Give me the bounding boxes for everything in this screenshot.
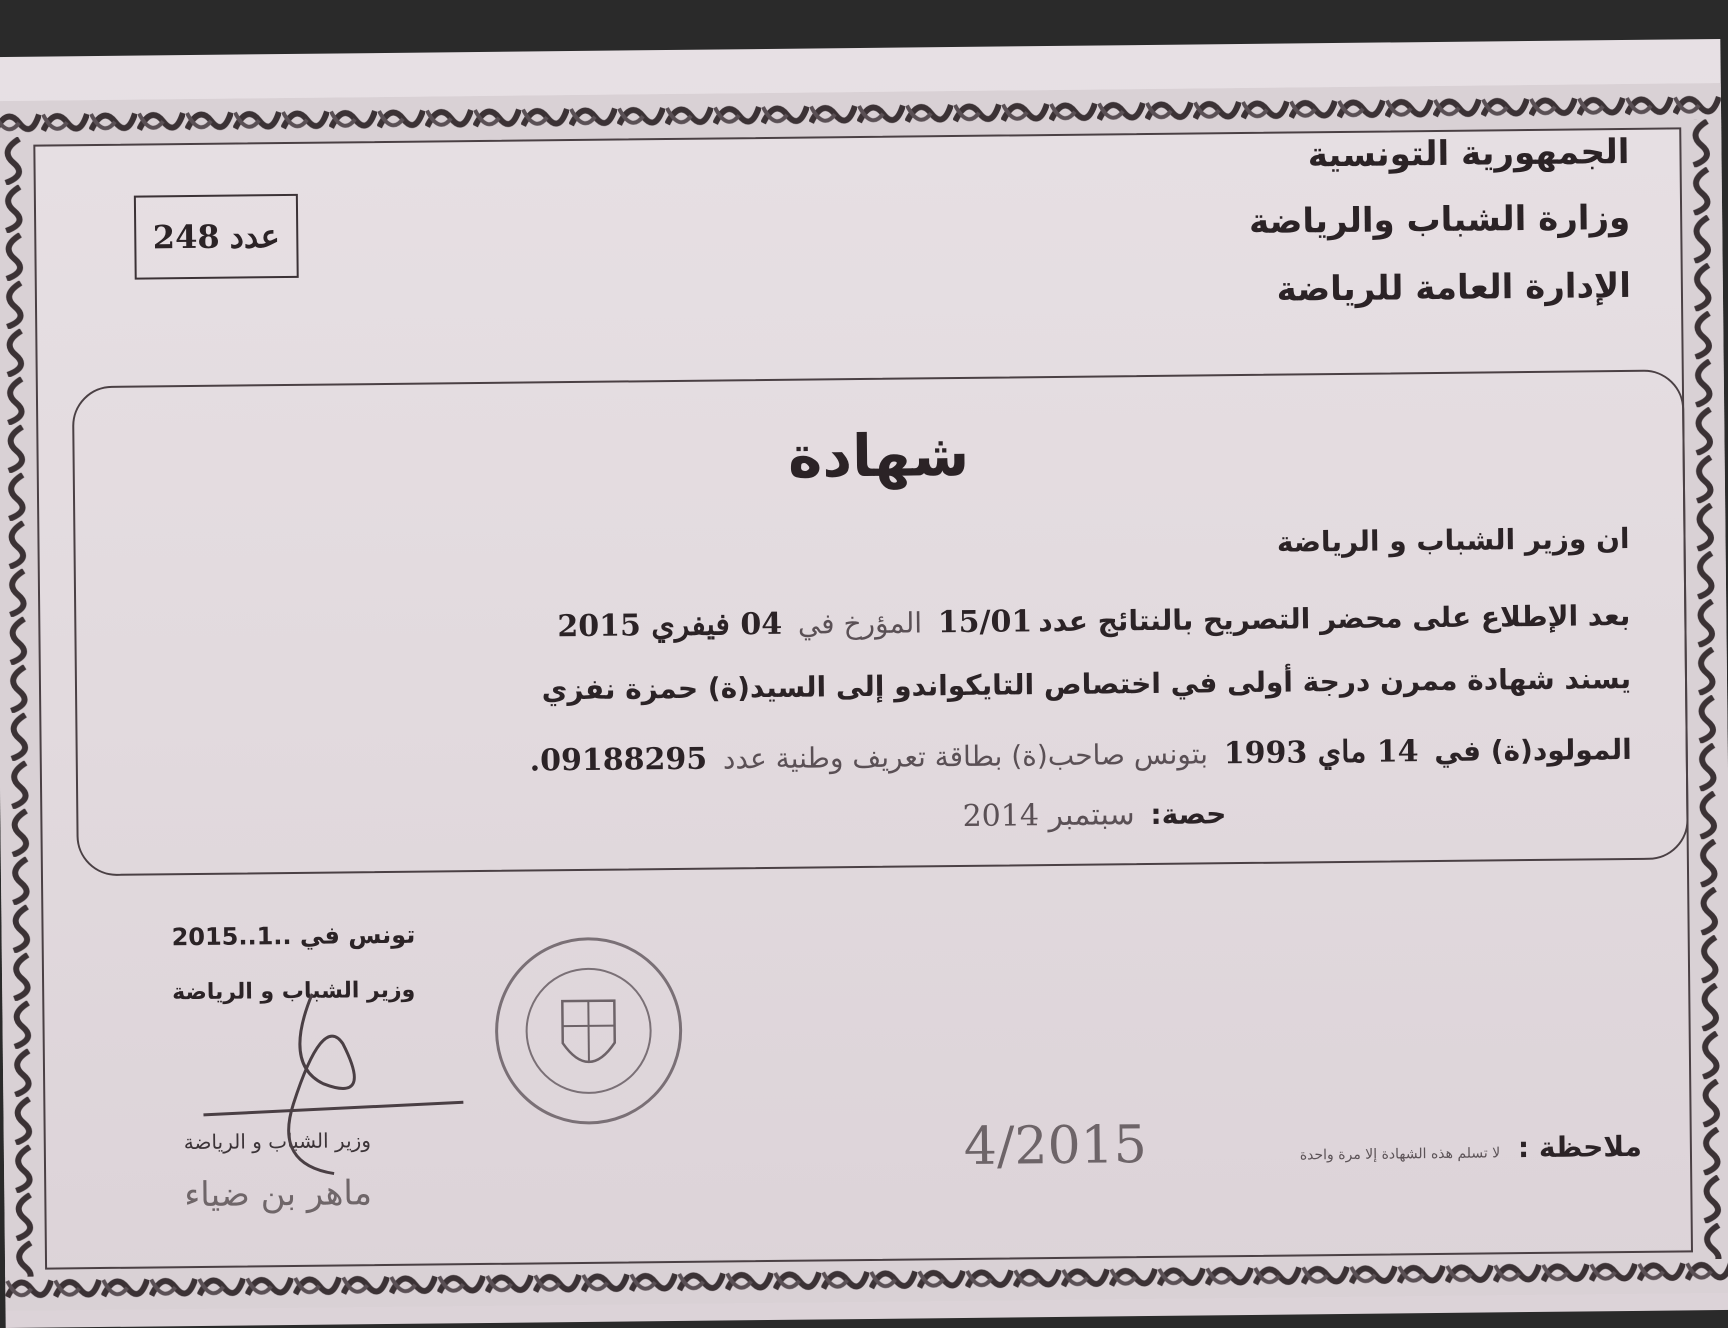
grant-text: يسند شهادة ممرن درجة أولى في اختصاص التايكواندو إلى السيد(ة) — [708, 661, 1633, 705]
header-directorate: الإدارة العامة للرياضة — [1277, 265, 1633, 310]
signature-title: وزير الشباب و الرياضة — [173, 977, 417, 1006]
session-value: سبتمبر 2014 — [963, 797, 1136, 834]
body-line-4 — [525, 732, 1633, 779]
reference-number: 248 — [153, 217, 221, 257]
results-report-text: بعد الإطلاع على محضر التصريح بالنتائج عدد — [1039, 598, 1632, 639]
handwritten-date: 4/2015 — [964, 1115, 1149, 1177]
recipient-name: حمزة نفزي — [542, 671, 700, 707]
body-line-1 — [1278, 522, 1631, 559]
note-text: لا تسلم هذه الشهادة إلا مرة واحدة — [1300, 1145, 1502, 1164]
id-card-text: بتونس صاحب(ة) بطاقة تعريف وطنية عدد — [723, 737, 1210, 776]
signature-date: تونس في ..1..2015 — [172, 920, 417, 952]
certificate-body — [73, 369, 1690, 876]
official-seal-icon — [489, 930, 691, 1132]
note — [1301, 1130, 1644, 1167]
handwritten-signature-icon — [163, 952, 486, 1215]
id-number: 09188295. — [530, 741, 709, 779]
minister-statement: ان وزير الشباب و الرياضة — [1277, 521, 1631, 559]
session-label: حصة: — [1151, 797, 1228, 831]
signatory-name: ماهر بن ضياء — [185, 1173, 374, 1216]
dated-text: المؤرخ في — [798, 606, 924, 641]
birth-date: 14 ماي 1993 — [1224, 734, 1420, 772]
header-ministry: وزارة الشباب والرياضة — [1249, 197, 1632, 242]
certificate-paper — [0, 39, 1728, 1328]
header-republic: الجمهورية التونسية — [1308, 131, 1631, 176]
body-line-2 — [552, 598, 1631, 644]
signature-subtitle: وزير الشباب و الرياضة — [184, 1128, 373, 1155]
born-text: المولود(ة) في — [1435, 732, 1633, 769]
note-label: ملاحظة : — [1518, 1129, 1644, 1165]
report-number: 15/01 — [938, 604, 1034, 641]
body-line-5 — [957, 796, 1227, 834]
report-date: 04 فيفري 2015 — [558, 606, 784, 645]
body-line-3 — [543, 662, 1633, 706]
certificate-title: شهادة — [788, 420, 971, 491]
reference-number-box — [135, 194, 300, 280]
reference-label: عدد — [230, 217, 281, 256]
